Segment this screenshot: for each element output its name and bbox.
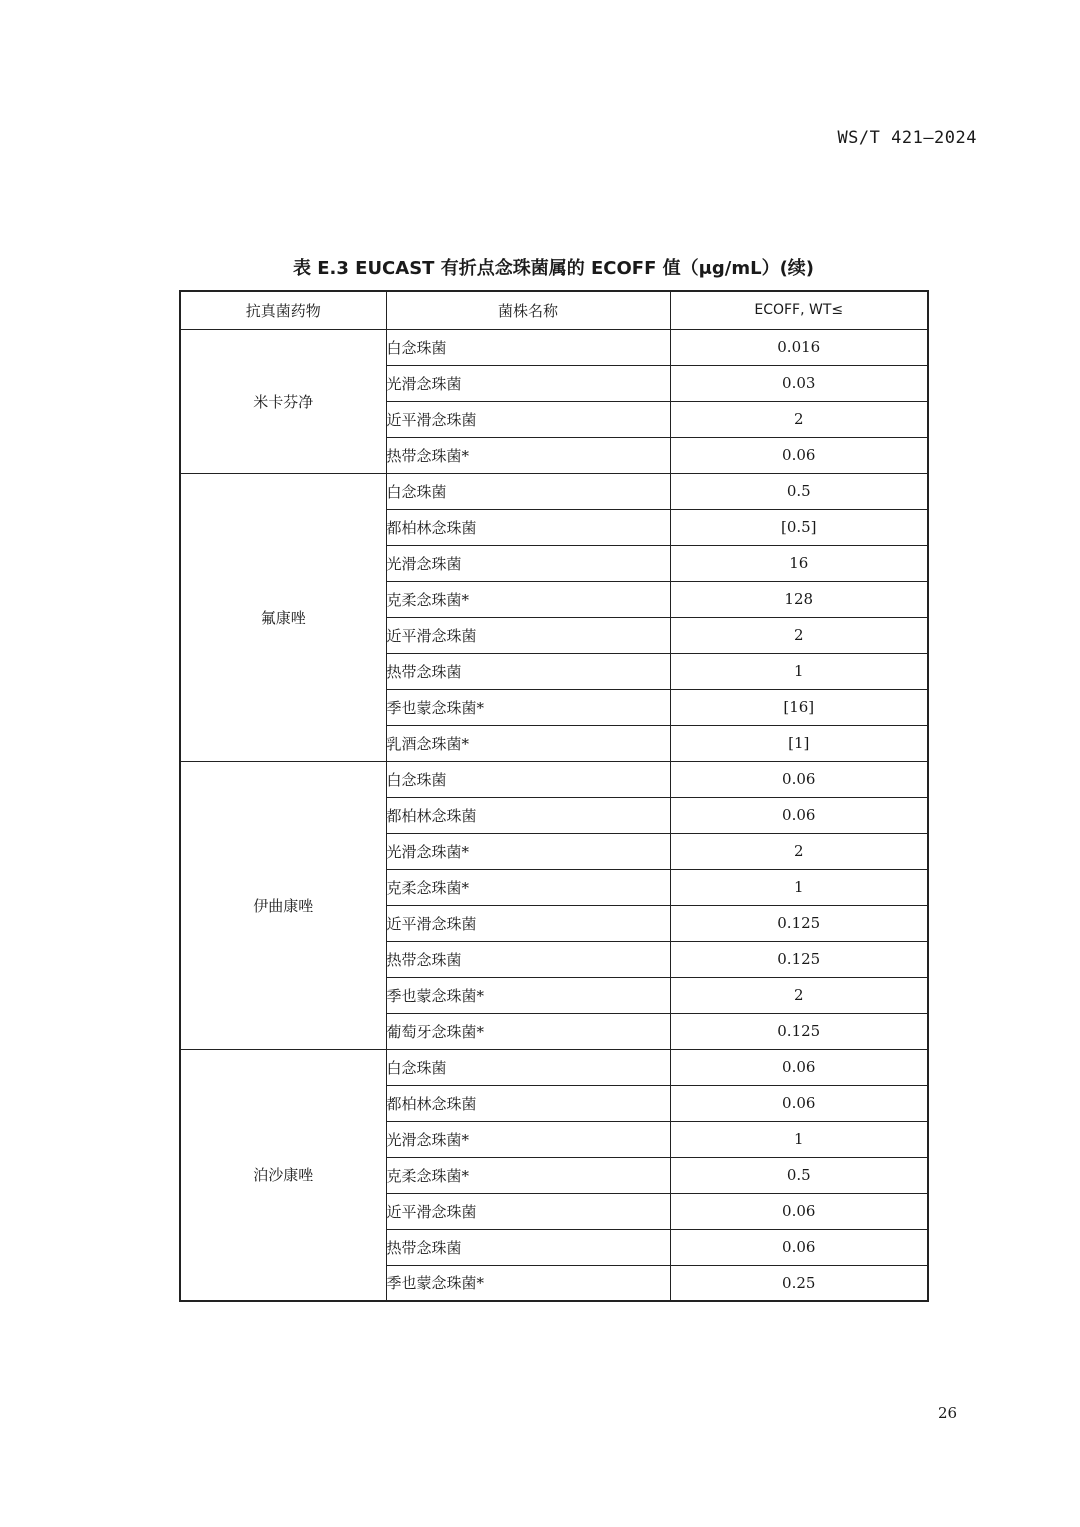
table-row [180, 473, 928, 509]
table-title: 表 E.3 EUCAST 有折点念珠菌属的 ECOFF 值（μg/mL）(续) [292, 258, 815, 279]
strain-name-cell: 季也蒙念珠菌* [386, 977, 670, 1013]
ecoff-value-cell: 1 [670, 653, 928, 689]
ecoff-value-cell: 2 [670, 617, 928, 653]
standard-code: WS/T 421—2024 [837, 128, 977, 148]
ecoff-value-cell: 0.06 [670, 1049, 928, 1085]
strain-name-cell: 克柔念珠菌* [386, 1157, 670, 1193]
ecoff-value-cell: 0.06 [670, 797, 928, 833]
strain-name-cell: 光滑念珠菌* [386, 833, 670, 869]
strain-name-cell: 热带念珠菌 [386, 941, 670, 977]
table-row [180, 329, 928, 365]
strain-name-cell: 近平滑念珠菌 [386, 617, 670, 653]
ecoff-value-cell: [0.5] [670, 509, 928, 545]
ecoff-value-cell: 1 [670, 1121, 928, 1157]
ecoff-value-cell: 1 [670, 869, 928, 905]
ecoff-value-cell: 0.125 [670, 1013, 928, 1049]
strain-name-cell: 乳酒念珠菌* [386, 725, 670, 761]
table-body [180, 329, 928, 1301]
ecoff-value-cell: 0.125 [670, 905, 928, 941]
table-row [180, 761, 928, 797]
drug-name-cell: 泊沙康唑 [180, 1049, 386, 1301]
drug-name-cell: 伊曲康唑 [180, 761, 386, 1049]
strain-name-cell: 白念珠菌 [386, 1049, 670, 1085]
column-header-strain: 菌株名称 [386, 291, 670, 329]
strain-name-cell: 都柏林念珠菌 [386, 509, 670, 545]
strain-name-cell: 近平滑念珠菌 [386, 1193, 670, 1229]
ecoff-value-cell: 0.5 [670, 1157, 928, 1193]
strain-name-cell: 光滑念珠菌* [386, 1121, 670, 1157]
table-header-row [180, 291, 928, 329]
ecoff-value-cell: 0.06 [670, 761, 928, 797]
strain-name-cell: 近平滑念珠菌 [386, 905, 670, 941]
strain-name-cell: 热带念珠菌* [386, 437, 670, 473]
ecoff-value-cell: 0.06 [670, 1193, 928, 1229]
drug-name-cell: 氟康唑 [180, 473, 386, 761]
ecoff-value-cell: 0.06 [670, 1229, 928, 1265]
ecoff-value-cell: 0.06 [670, 1085, 928, 1121]
ecoff-value-cell: [1] [670, 725, 928, 761]
column-header-ecoff: ECOFF, WT≤ [670, 291, 928, 329]
ecoff-value-cell: 2 [670, 977, 928, 1013]
ecoff-value-cell: 0.25 [670, 1265, 928, 1301]
ecoff-table [179, 290, 929, 1302]
ecoff-value-cell: 0.5 [670, 473, 928, 509]
drug-name-cell: 米卡芬净 [180, 329, 386, 473]
strain-name-cell: 白念珠菌 [386, 473, 670, 509]
strain-name-cell: 白念珠菌 [386, 761, 670, 797]
ecoff-value-cell: 16 [670, 545, 928, 581]
column-header-drug: 抗真菌药物 [180, 291, 386, 329]
table-row [180, 1049, 928, 1085]
strain-name-cell: 都柏林念珠菌 [386, 797, 670, 833]
ecoff-value-cell: 0.03 [670, 365, 928, 401]
strain-name-cell: 光滑念珠菌 [386, 365, 670, 401]
strain-name-cell: 热带念珠菌 [386, 1229, 670, 1265]
ecoff-value-cell: 2 [670, 401, 928, 437]
ecoff-value-cell: 0.125 [670, 941, 928, 977]
strain-name-cell: 葡萄牙念珠菌* [386, 1013, 670, 1049]
ecoff-value-cell: 0.016 [670, 329, 928, 365]
strain-name-cell: 光滑念珠菌 [386, 545, 670, 581]
strain-name-cell: 季也蒙念珠菌* [386, 1265, 670, 1301]
ecoff-value-cell: 0.06 [670, 437, 928, 473]
ecoff-value-cell: 128 [670, 581, 928, 617]
strain-name-cell: 都柏林念珠菌 [386, 1085, 670, 1121]
strain-name-cell: 白念珠菌 [386, 329, 670, 365]
strain-name-cell: 克柔念珠菌* [386, 581, 670, 617]
strain-name-cell: 季也蒙念珠菌* [386, 689, 670, 725]
strain-name-cell: 热带念珠菌 [386, 653, 670, 689]
strain-name-cell: 近平滑念珠菌 [386, 401, 670, 437]
strain-name-cell: 克柔念珠菌* [386, 869, 670, 905]
page-number: 26 [938, 1404, 958, 1422]
ecoff-value-cell: 2 [670, 833, 928, 869]
ecoff-value-cell: [16] [670, 689, 928, 725]
